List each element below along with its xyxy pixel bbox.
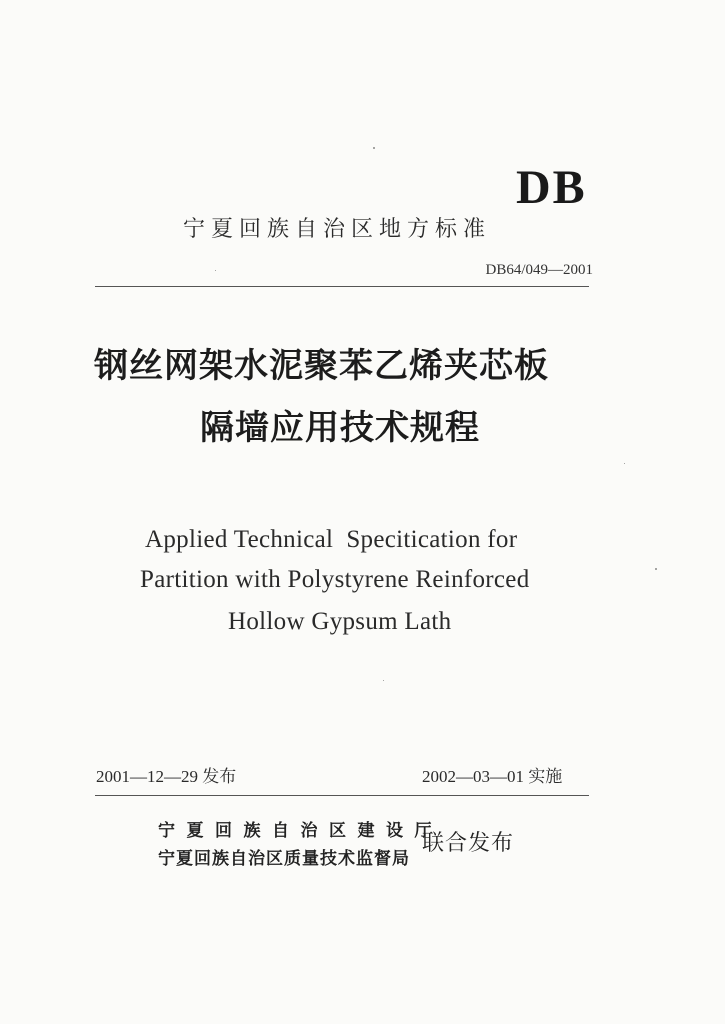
standard-category-title: 宁夏回族自治区地方标准 — [183, 217, 492, 242]
scan-speck — [624, 463, 625, 464]
scan-speck — [373, 147, 375, 149]
chinese-title-line-1: 钢丝网架水泥聚苯乙烯夹芯板 — [94, 346, 549, 386]
bottom-divider — [95, 795, 589, 796]
joint-issue-label: 联合发布 — [422, 831, 515, 856]
db-mark: DB — [516, 161, 587, 214]
english-title-line-3: Hollow Gypsum Lath — [228, 608, 452, 635]
scan-speck — [655, 568, 657, 570]
issue-date: 2001—12—29 发布 — [96, 767, 237, 786]
implementation-date: 2002—03—01 实施 — [422, 767, 563, 786]
scan-speck — [215, 270, 216, 271]
standard-code: DB64/049—2001 — [485, 262, 593, 278]
chinese-title-line-2: 隔墙应用技术规程 — [200, 408, 480, 448]
english-title-line-2: Partition with Polystyrene Reinforced — [140, 566, 530, 593]
issuer-department-1: 宁夏回族自治区建设厅 — [158, 821, 443, 841]
top-divider — [95, 286, 589, 287]
issuer-department-2: 宁夏回族自治区质量技术监督局 — [158, 849, 410, 869]
english-title-line-1: Applied Technical Specitication for — [145, 526, 518, 553]
scan-speck — [383, 680, 384, 681]
